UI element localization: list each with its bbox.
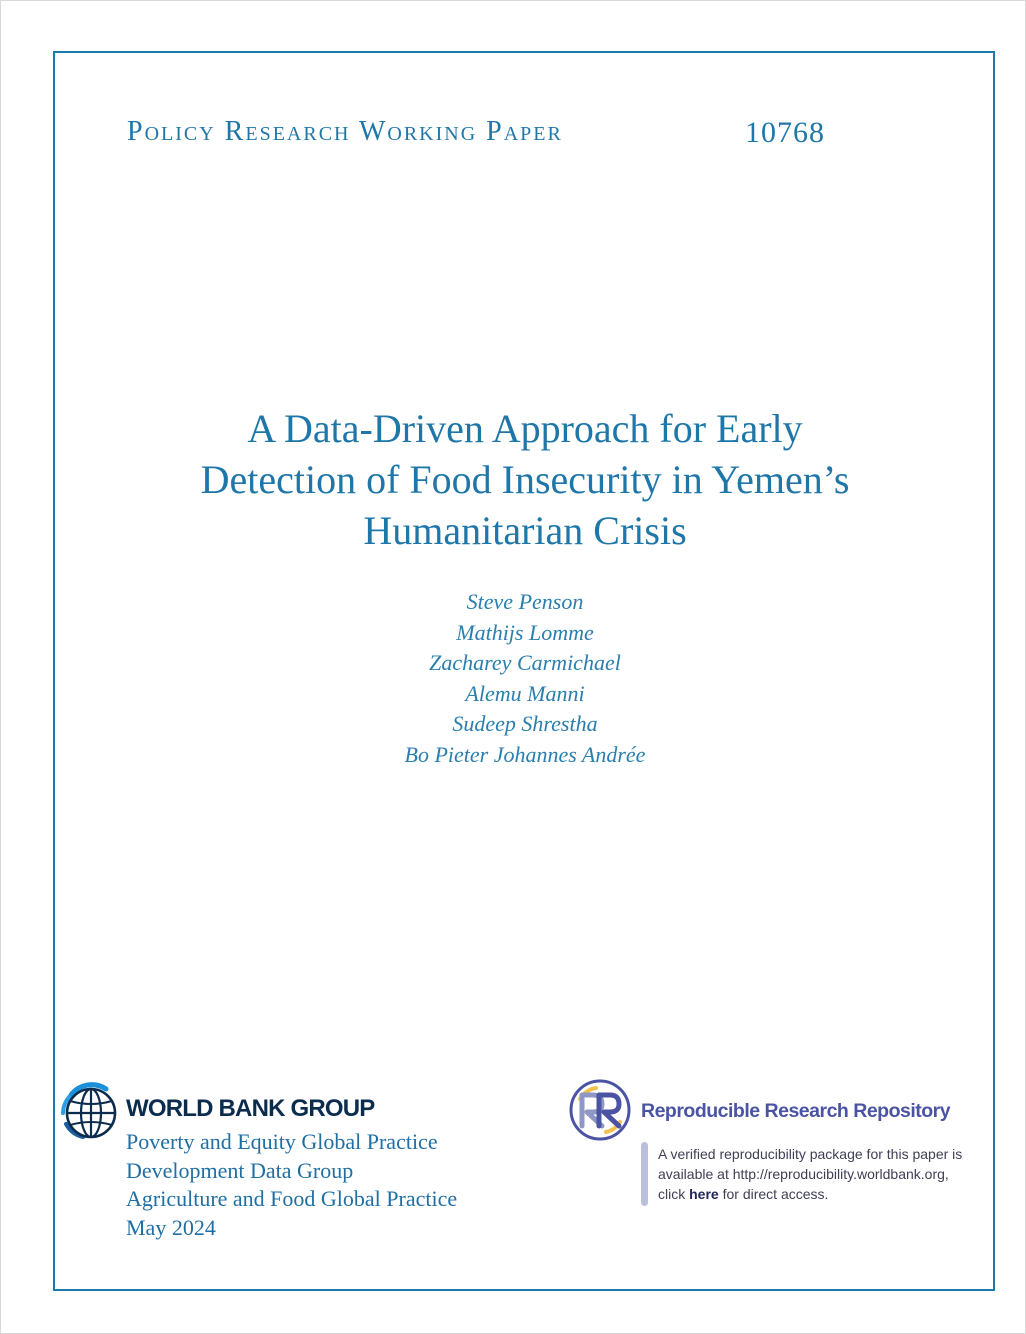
reproducibility-note — [658, 1144, 962, 1204]
note-line: available at http://reproducibility.worldbank.org, — [658, 1166, 949, 1182]
author-name: Bo Pieter Johannes Andrée — [404, 741, 646, 767]
globe-icon — [58, 1080, 120, 1142]
practice-list — [126, 1128, 457, 1242]
wbg-wordmark: WORLD BANK GROUP — [126, 1095, 375, 1122]
here-link[interactable]: here — [689, 1186, 719, 1202]
author-name: Sudeep Shrestha — [452, 711, 598, 736]
series-name: Policy Research Working Paper — [127, 116, 563, 147]
rrr-wordmark: Reproducible Research Repository — [641, 1100, 951, 1122]
author-list — [270, 587, 780, 770]
note-line: A verified reproducibility package for this paper is — [658, 1146, 963, 1162]
author-name: Alemu Manni — [465, 680, 585, 706]
author-name: Steve Penson — [466, 589, 584, 614]
author-name: Mathijs Lomme — [456, 619, 594, 645]
note-accent-bar — [641, 1142, 648, 1206]
practice-name: Agriculture and Food Global Practice — [126, 1186, 458, 1211]
publication-date: May 2024 — [126, 1214, 216, 1240]
author-name: Zacharey Carmichael — [429, 650, 621, 675]
title-line: A Data-Driven Approach for Early — [247, 406, 803, 451]
rr-monogram-icon — [568, 1078, 632, 1142]
paper-title — [120, 403, 930, 556]
practice-name: Poverty and Equity Global Practice — [126, 1129, 438, 1154]
title-line: Humanitarian Crisis — [363, 508, 687, 553]
title-line: Detection of Food Insecurity in Yemen’s — [200, 457, 850, 502]
note-click-text: click — [658, 1186, 686, 1202]
note-line — [658, 1184, 962, 1204]
paper-number: 10768 — [745, 116, 825, 149]
practice-name: Development Data Group — [126, 1157, 354, 1183]
note-rest-text: for direct access. — [722, 1186, 829, 1202]
